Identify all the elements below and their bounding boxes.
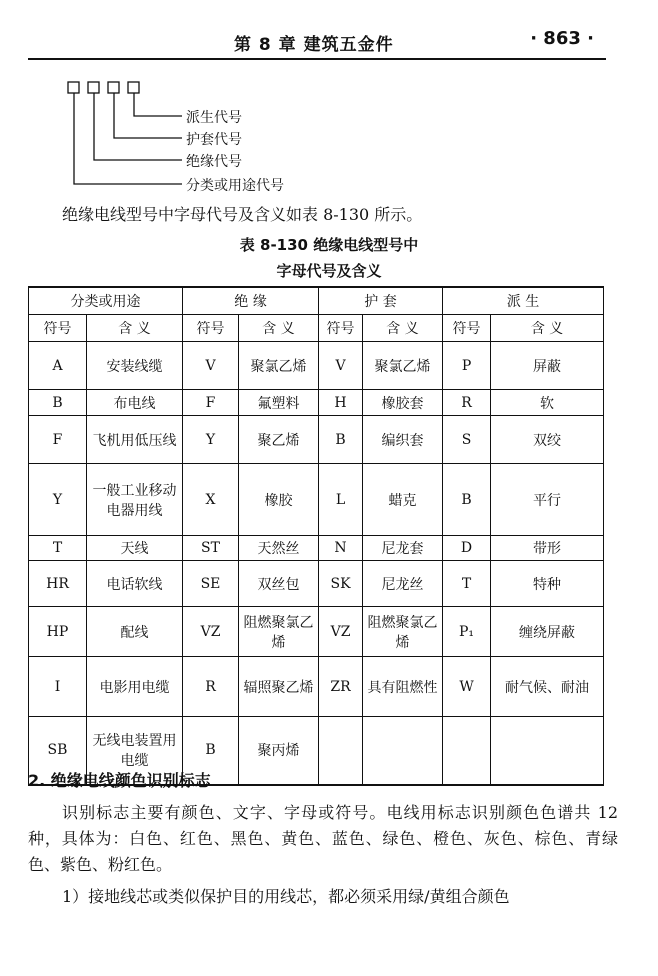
table-cell: 阻燃聚氯乙烯	[363, 607, 443, 657]
column-header: 含 义	[491, 315, 604, 342]
table-cell: 电话软线	[87, 561, 183, 607]
chapter-title: 第 8 章 建筑五金件	[234, 35, 394, 55]
table-cell: VZ	[319, 607, 363, 657]
table-caption-line2: 字母代号及含义	[276, 262, 382, 280]
code-box-2	[88, 82, 99, 93]
code-box-4	[128, 82, 139, 93]
page-number: · 863 ·	[530, 28, 594, 49]
table-cell: B	[29, 390, 87, 416]
table-cell: I	[29, 657, 87, 717]
group-header-derived: 派 生	[443, 287, 604, 315]
group-header-insulation: 绝 缘	[183, 287, 319, 315]
column-header: 符号	[443, 315, 491, 342]
code-label-category: 分类或用途代号	[186, 178, 284, 194]
table-cell: 飞机用低压线	[87, 416, 183, 464]
table-cell: 双丝包	[239, 561, 319, 607]
table-cell: F	[29, 416, 87, 464]
table-cell: R	[443, 390, 491, 416]
code-label-insulation: 绝缘代号	[186, 154, 242, 170]
table-cell: 特种	[491, 561, 604, 607]
table-cell: 尼龙丝	[363, 561, 443, 607]
code-label-sheath: 护套代号	[186, 132, 242, 148]
section-heading: 2. 绝缘电线颜色识别标志	[28, 771, 211, 790]
group-header-category: 分类或用途	[29, 287, 183, 315]
table-group-header	[29, 287, 604, 315]
table-cell: 天线	[87, 536, 183, 561]
table-cell: F	[183, 390, 239, 416]
table-cell: 阻燃聚氯乙烯	[239, 607, 319, 657]
table-cell: 编织套	[363, 416, 443, 464]
connector-line-1	[134, 93, 182, 116]
table-cell: A	[29, 342, 87, 390]
table-row	[29, 342, 604, 390]
table-cell: ZR	[319, 657, 363, 717]
table-cell: 平行	[491, 464, 604, 536]
table-row	[29, 657, 604, 717]
table-cell: Y	[29, 464, 87, 536]
table-cell: L	[319, 464, 363, 536]
table-cell: P₁	[443, 607, 491, 657]
table-cell: B	[319, 416, 363, 464]
table-cell: 聚氯乙烯	[363, 342, 443, 390]
table-cell: N	[319, 536, 363, 561]
table-cell: SE	[183, 561, 239, 607]
table-cell: V	[183, 342, 239, 390]
table-cell: T	[443, 561, 491, 607]
section-paragraph: 识别标志主要有颜色、文字、字母或符号。电线用标志识别颜色色谱共 12 种，具体为：白色、红色、黑色、黄色、蓝色、绿色、橙色、灰色、棕色、青绿色、紫色、粉红色。	[28, 803, 618, 874]
table-cell: 蜡克	[363, 464, 443, 536]
table-cell: HP	[29, 607, 87, 657]
table-cell: W	[443, 657, 491, 717]
table-cell	[491, 717, 604, 785]
table-cell: B	[183, 717, 239, 785]
table-cell: R	[183, 657, 239, 717]
table-row	[29, 561, 604, 607]
code-meaning-table	[28, 286, 604, 786]
table-cell: 缠绕屏蔽	[491, 607, 604, 657]
table-row	[29, 607, 604, 657]
column-header: 符号	[183, 315, 239, 342]
intro-paragraph: 绝缘电线型号中字母代号及含义如表 8-130 所示。	[62, 205, 423, 224]
table-cell: B	[443, 464, 491, 536]
table-cell: 无线电装置用电缆	[87, 717, 183, 785]
table-row	[29, 390, 604, 416]
column-header: 含 义	[239, 315, 319, 342]
page-header	[28, 22, 606, 60]
column-header: 含 义	[363, 315, 443, 342]
table-cell: 橡胶套	[363, 390, 443, 416]
table-cell: 尼龙套	[363, 536, 443, 561]
code-box-1	[68, 82, 79, 93]
code-label-derived: 派生代号	[186, 110, 242, 126]
table-cell: 布电线	[87, 390, 183, 416]
table-cell: 聚丙烯	[239, 717, 319, 785]
table-cell: 软	[491, 390, 604, 416]
column-header: 符号	[319, 315, 363, 342]
table-cell: T	[29, 536, 87, 561]
table-cell: HR	[29, 561, 87, 607]
table-cell	[363, 717, 443, 785]
code-structure-diagram	[66, 80, 186, 195]
table-cell: SB	[29, 717, 87, 785]
table-sub-header	[29, 315, 604, 342]
table-cell: ST	[183, 536, 239, 561]
table-cell: 双绞	[491, 416, 604, 464]
table-cell: 耐气候、耐油	[491, 657, 604, 717]
connector-line-3	[94, 93, 182, 160]
table-cell: 一般工业移动电器用线	[87, 464, 183, 536]
table-row	[29, 464, 604, 536]
table-cell: 带形	[491, 536, 604, 561]
table-cell: Y	[183, 416, 239, 464]
table-cell: 天然丝	[239, 536, 319, 561]
group-header-sheath: 护 套	[319, 287, 443, 315]
table-cell: 电影用电缆	[87, 657, 183, 717]
table-cell: S	[443, 416, 491, 464]
column-header: 含 义	[87, 315, 183, 342]
table-cell: 聚乙烯	[239, 416, 319, 464]
table-cell: 配线	[87, 607, 183, 657]
table-cell	[319, 717, 363, 785]
table-cell: 屏蔽	[491, 342, 604, 390]
table-cell: X	[183, 464, 239, 536]
table-cell: H	[319, 390, 363, 416]
table-cell	[443, 717, 491, 785]
table-row	[29, 536, 604, 561]
table-cell: 橡胶	[239, 464, 319, 536]
table-cell: VZ	[183, 607, 239, 657]
table-caption-line1: 表 8-130 绝缘电线型号中	[239, 236, 419, 254]
table-cell: 聚氯乙烯	[239, 342, 319, 390]
table-cell: SK	[319, 561, 363, 607]
code-box-3	[108, 82, 119, 93]
table-cell: V	[319, 342, 363, 390]
list-item-1: 1）接地线芯或类似保护目的用线芯，都必须采用绿/黄组合颜色	[62, 887, 510, 906]
table-cell: 辐照聚乙烯	[239, 657, 319, 717]
column-header: 符号	[29, 315, 87, 342]
table-cell: 氟塑料	[239, 390, 319, 416]
table-cell: D	[443, 536, 491, 561]
table-cell: P	[443, 342, 491, 390]
table-row	[29, 416, 604, 464]
table-cell: 安装线缆	[87, 342, 183, 390]
table-cell: 具有阻燃性	[363, 657, 443, 717]
